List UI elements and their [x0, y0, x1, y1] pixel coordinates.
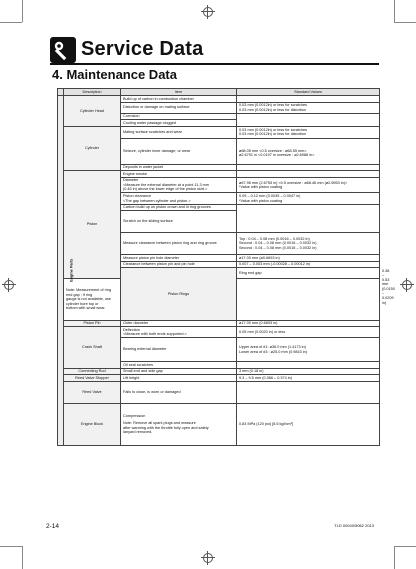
value-line: Top : 0.04 – 0.08 mm (0.0016 – 0.0032 in)	[239, 236, 310, 241]
value-cell: ø17.00 mm (ø0.6693 in)	[237, 255, 380, 262]
item-cell: Corrosion	[121, 113, 237, 120]
item-line: Compression	[123, 413, 146, 418]
item-line: <The gap between cylinder and piston.>	[123, 198, 191, 203]
table-row: Piston Rings Ring end gap 0.38 – 0.53 mm (0.0150 – 0.0209 in)	[58, 268, 380, 279]
item-cell	[121, 193, 237, 204]
description-cell: Piston Rings	[121, 268, 237, 320]
wrench-icon	[50, 37, 76, 63]
item-line: Piston clearance	[123, 193, 152, 198]
value-line: Second : 0.04 – 0.08 mm (0.0016 – 0.0032 in)	[239, 245, 317, 250]
value-line: ø2.6791 in <0.0197 in oversize : ø2.6988 in>	[239, 153, 315, 158]
description-cell: Cylinder Head	[64, 96, 121, 127]
crop-mark	[22, 0, 23, 22]
crop-mark	[394, 546, 395, 569]
item-cell: Deposits in water jacket	[121, 164, 237, 171]
item-cell: Small end and side gap	[121, 368, 237, 375]
item-cell	[121, 177, 237, 193]
item-cell: Engine smoke	[121, 171, 237, 178]
item-cell: Scratch on the sliding surface	[121, 211, 237, 233]
value-line: 0.03 mm (0.0012in) or less for scratches	[239, 127, 307, 132]
registration-mark-bottom	[201, 551, 215, 565]
page-number: 2-14	[46, 523, 60, 530]
description-cell: Reed Valve	[64, 381, 121, 403]
item-cell	[121, 403, 237, 445]
crop-mark	[22, 546, 23, 569]
description-cell: Piston	[64, 171, 121, 279]
item-cell: Seizure, cylinder inner damage, or wear	[121, 138, 237, 164]
value-cell: ø17.00 mm (0.6693 in)	[237, 320, 380, 327]
value-line: ø68.05 mm <0.5 oversize : ø68.55 mm>	[239, 148, 307, 153]
crop-mark	[394, 546, 416, 547]
description-cell: Connecting Rod	[64, 368, 121, 375]
value-cell	[237, 102, 380, 113]
column-header-item: Item	[121, 89, 237, 96]
value-line: Second : 0.04 – 0.08 mm (0.0016 – 0.0032 in)	[239, 241, 317, 246]
value-cell	[237, 177, 380, 193]
column-header-description: Description	[64, 89, 121, 96]
item-line: (0.45 in) above the lower edge of the piston skirt.>	[123, 187, 208, 192]
value-cell: 0.83 MPa (120 psi) [8.5 kgf/cm²]	[237, 403, 380, 445]
item-line: Note: Measurement of ring end gap ; if ring	[66, 288, 111, 297]
table-row	[58, 327, 380, 338]
value-cell	[237, 381, 380, 403]
item-cell: Lift height	[121, 375, 237, 382]
item-cell: Build up of carbon in combustion chamber	[121, 96, 237, 103]
item-cell	[64, 279, 121, 320]
value-cell	[237, 204, 380, 233]
item-line: <Measure with both ends supported.>	[123, 332, 187, 337]
group-label: Engine Parts	[69, 258, 74, 283]
description-cell: Crank Shaft	[64, 327, 121, 369]
item-cell: Clearance between piston pin and pin hole	[121, 261, 237, 268]
section-title: 4. Maintenance Data	[52, 67, 177, 82]
maintenance-table	[57, 88, 395, 446]
table-header-row	[58, 89, 380, 96]
table-row	[58, 381, 380, 403]
item-cell: Fails to close, is worn or damaged	[121, 381, 237, 403]
crop-mark	[394, 0, 395, 22]
item-line: gauge is not available, use cylinder bore top or	[66, 297, 111, 306]
document-code: TLD 00040/5062 2013	[334, 523, 374, 528]
value-cell: 0.05 mm (0.0020 in) or less	[237, 327, 380, 338]
item-line: Deflection	[123, 327, 140, 332]
value-line: 0.09 – 0.12 mm (0.0035 – 0.0047 in)	[239, 193, 301, 198]
item-cell: Ring end gap	[237, 268, 380, 279]
description-cell: Piston Pin	[64, 320, 121, 327]
value-line: *Value with piston coating	[239, 198, 283, 203]
item-line: Note: Remove all spark plugs and measure	[123, 421, 196, 426]
value-line: ø67.96 mm (2.6755 in) <0.5 oversize : ø68.46 mm (ø2.6953 in)>	[239, 180, 348, 185]
item-line: lanyard removed.	[123, 430, 153, 435]
registration-mark-right	[400, 278, 414, 292]
value-line: 0.03 mm (0.0012in) or less for distortion	[239, 107, 307, 112]
value-line: Upper area of #1: ø36.0 mm (1.4173 in)	[239, 345, 306, 350]
crop-mark	[394, 22, 416, 23]
description-cell: Engine Block	[64, 403, 121, 445]
registration-mark-top	[201, 5, 215, 19]
item-cell	[121, 327, 237, 338]
item-cell: Outer diameter	[121, 320, 237, 327]
value-cell: 3 mm (0.18 in)	[237, 368, 380, 375]
value-cell	[237, 338, 380, 362]
header-rule	[50, 63, 379, 65]
value-line: *Value with piston coating	[239, 185, 283, 190]
crop-mark	[0, 546, 22, 547]
item-cell: Carbon build up on piston crown and in ring grooves	[121, 204, 237, 211]
description-cell: Cylinder	[64, 126, 121, 171]
description-cell: Reed Valve Stopper	[64, 375, 121, 382]
page-header	[50, 37, 379, 64]
page-title: Service Data	[81, 38, 204, 60]
value-cell	[237, 193, 380, 204]
column-header-standard-values: Standard Values	[237, 89, 380, 96]
value-cell	[237, 113, 380, 126]
item-cell: Measure clearance between piston ring and ring groove	[121, 233, 237, 255]
item-cell: Bearing external diameter	[121, 338, 237, 362]
value-line: 0.03 mm (0.0012in) or less for scratches	[239, 103, 307, 108]
item-cell: Mating surface scratches and wear	[121, 126, 237, 138]
table-row	[58, 126, 380, 138]
item-cell: Cooling water passage clogged	[121, 120, 237, 127]
value-line: Lower area of #3 : ø25.0 mm (0.9843 in)	[239, 349, 307, 354]
item-cell: Measure piston pin hole diameter	[121, 255, 237, 262]
value-cell: 0.007 – 0.003 mm (-0.00028 – 0.00012 in)	[237, 261, 380, 268]
item-cell: Distortion or damage on mating surface	[121, 102, 237, 113]
registration-mark-left	[2, 278, 16, 292]
value-line: 0.03 mm (0.0012in) or less for distortion	[239, 132, 307, 137]
item-line: Diameter	[123, 178, 139, 183]
value-cell	[237, 138, 380, 164]
item-line: bottom with small wear.	[66, 306, 106, 311]
item-cell: Oil seal scratches	[121, 362, 237, 369]
crop-mark	[0, 22, 22, 23]
item-line: <Measure the external diameter at a point 11.3 mm	[123, 182, 209, 187]
value-cell: 9.3 – 9.5 mm (0.366 – 0.374 in)	[237, 375, 380, 382]
item-line: after warming with the throttle fully open and safety	[123, 425, 209, 430]
table-row	[58, 403, 380, 445]
value-cell	[237, 233, 380, 255]
value-cell	[237, 126, 380, 138]
